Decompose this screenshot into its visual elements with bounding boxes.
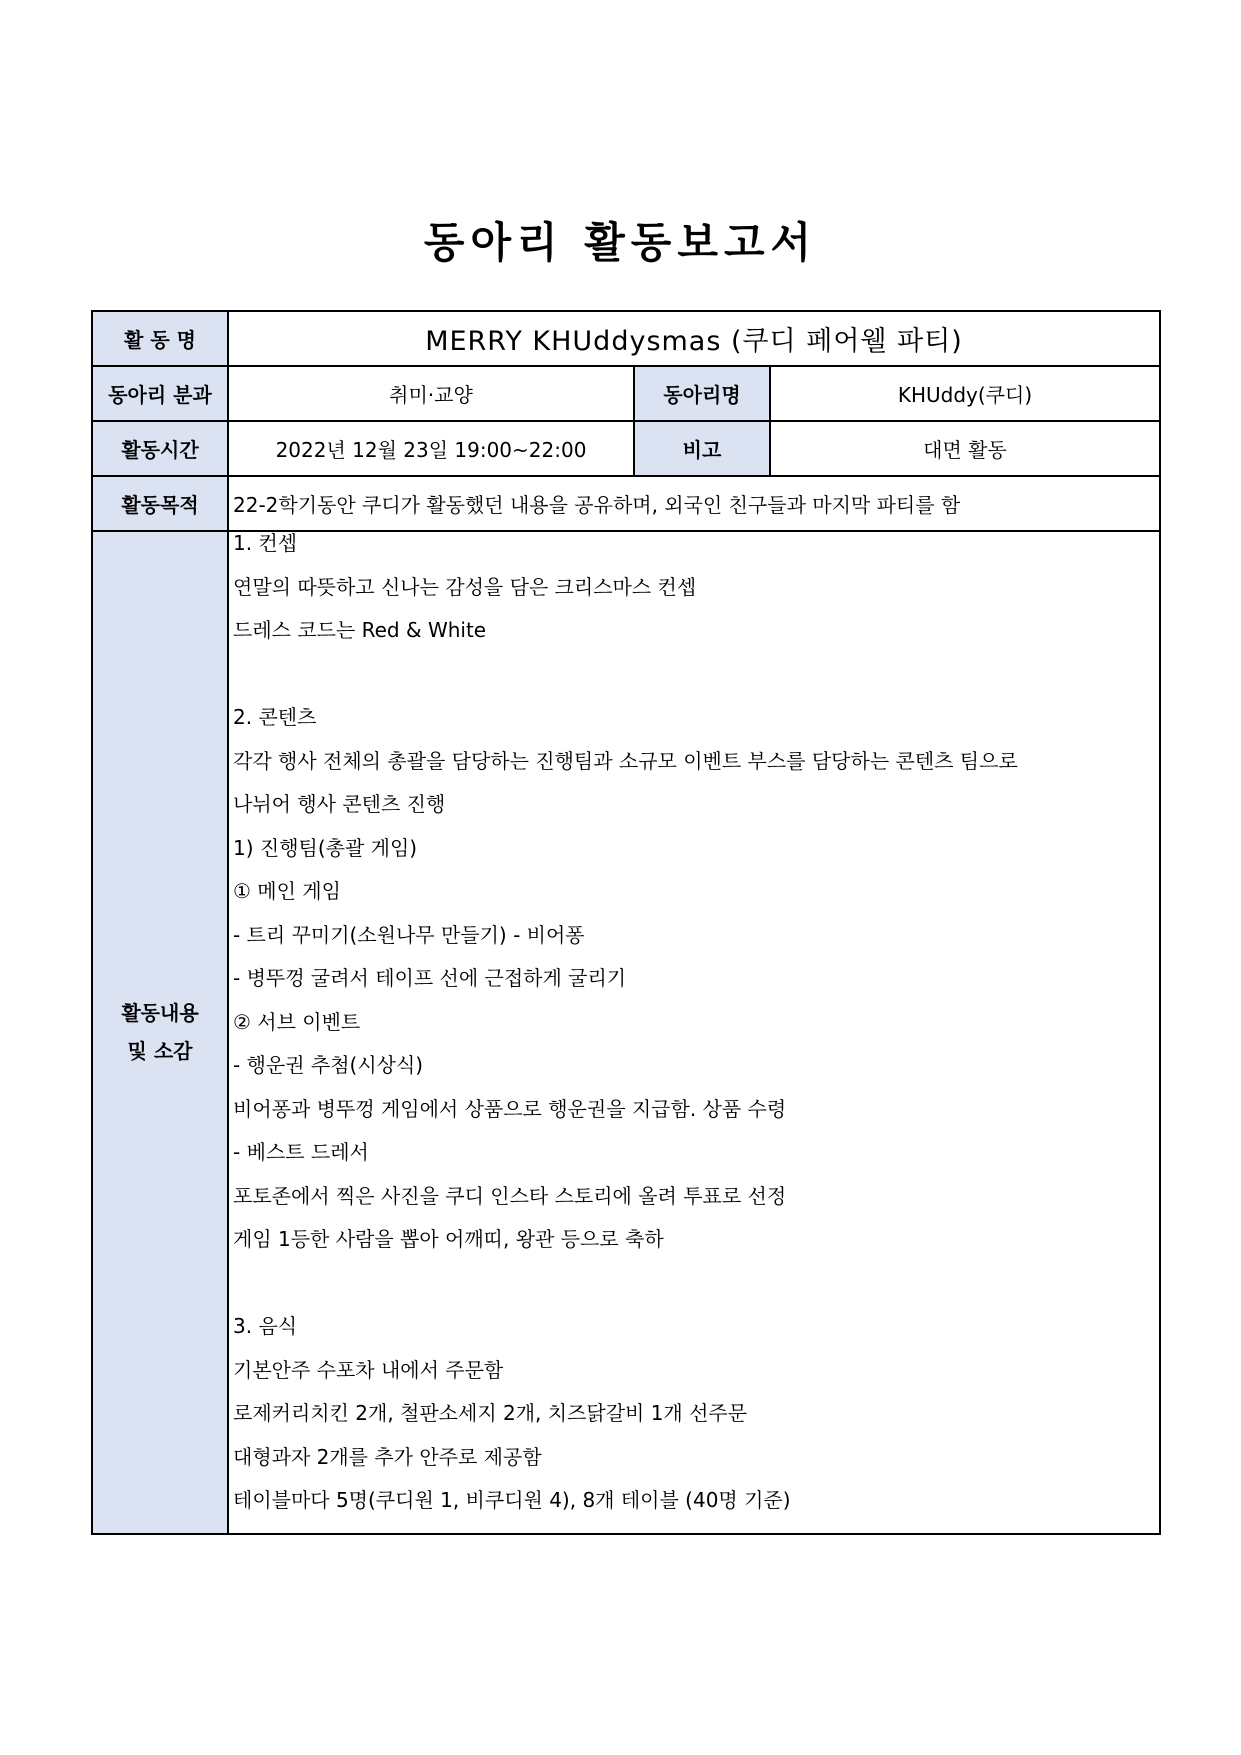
purpose-value: 22-2학기동안 쿠디가 활동했던 내용을 공유하며, 외국인 친구들과 마지막 파티를 함 — [228, 476, 1160, 531]
activity-time-value: 2022년 12월 23일 19:00~22:00 — [228, 421, 634, 476]
remarks-label: 비고 — [634, 421, 770, 476]
content-line: - 행운권 추첨(시상식) — [233, 1053, 424, 1077]
content-row — [92, 531, 1160, 1534]
content-line — [229, 1272, 1159, 1316]
content-line: 나뉘어 행사 콘텐츠 진행 — [233, 792, 446, 816]
content-line: - 트리 꾸미기(소원나무 만들기) - 비어퐁 — [233, 922, 585, 947]
content-line: - 병뚜껑 굴려서 테이프 선에 근접하게 굴리기 — [233, 966, 627, 990]
club-name-value: KHUddy(쿠디) — [770, 366, 1160, 421]
content-line: 각각 행사 전체의 총괄을 담당하는 진행팀과 소규모 이벤트 부스를 담당하는 콘텐츠 팀으로 — [233, 748, 1018, 773]
content-label — [92, 531, 228, 1534]
activity-name-row — [92, 311, 1160, 366]
club-category-label: 동아리 분과 — [92, 366, 228, 421]
content-label-line-1: 활동내용 — [121, 1001, 199, 1026]
content-line: 로제커리치킨 2개, 철판소세지 2개, 치즈닭갈비 1개 선주문 — [233, 1401, 748, 1425]
content-line: ① 메인 게임 — [233, 879, 341, 903]
content-body — [228, 531, 1160, 1534]
content-line: 3. 음식 — [233, 1314, 298, 1338]
content-line: 1. 컨셉 — [233, 531, 298, 555]
activity-name-value: MERRY KHUddysmas (쿠디 페어웰 파티) — [228, 311, 1160, 366]
club-info-row — [92, 366, 1160, 421]
remarks-value: 대면 활동 — [770, 421, 1160, 476]
content-line: 2. 콘텐츠 — [233, 705, 317, 729]
document-title: 동아리 활동보고서 — [423, 218, 818, 267]
content-line: 게임 1등한 사람을 뽑아 어깨띠, 왕관 등으로 축하 — [233, 1227, 664, 1251]
content-line: 대형과자 2개를 추가 안주로 제공함 — [233, 1444, 542, 1469]
content-line: ② 서브 이벤트 — [233, 1009, 361, 1034]
purpose-label: 활동목적 — [92, 476, 228, 531]
activity-time-label: 활동시간 — [92, 421, 228, 476]
content-line: 1) 진행팀(총괄 게임) — [233, 835, 418, 860]
activity-time-row — [92, 421, 1160, 476]
club-name-label: 동아리명 — [634, 366, 770, 421]
content-line: 기본안주 수포차 내에서 주문함 — [233, 1357, 504, 1382]
content-line: - 베스트 드레서 — [233, 1140, 369, 1164]
content-line: 드레스 코드는 Red & White — [233, 618, 487, 642]
content-line: 비어퐁과 병뚜껑 게임에서 상품으로 행운권을 지급함. 상품 수령 — [233, 1096, 787, 1121]
content-line: 연말의 따뜻하고 신나는 감성을 담은 크리스마스 컨셉 — [233, 574, 697, 599]
activity-name-label: 활 동 명 — [92, 311, 228, 366]
purpose-row — [92, 476, 1160, 531]
content-line: 테이블마다 5명(쿠디원 1, 비쿠디원 4), 8개 테이블 (40명 기준) — [233, 1488, 791, 1512]
content-line: 포토존에서 찍은 사진을 쿠디 인스타 스토리에 올려 투표로 선정 — [233, 1183, 787, 1208]
club-category-value: 취미·교양 — [228, 366, 634, 421]
content-label-line-2: 및 소감 — [127, 1039, 193, 1064]
content-line — [229, 663, 1159, 707]
report-table — [91, 310, 1161, 1535]
